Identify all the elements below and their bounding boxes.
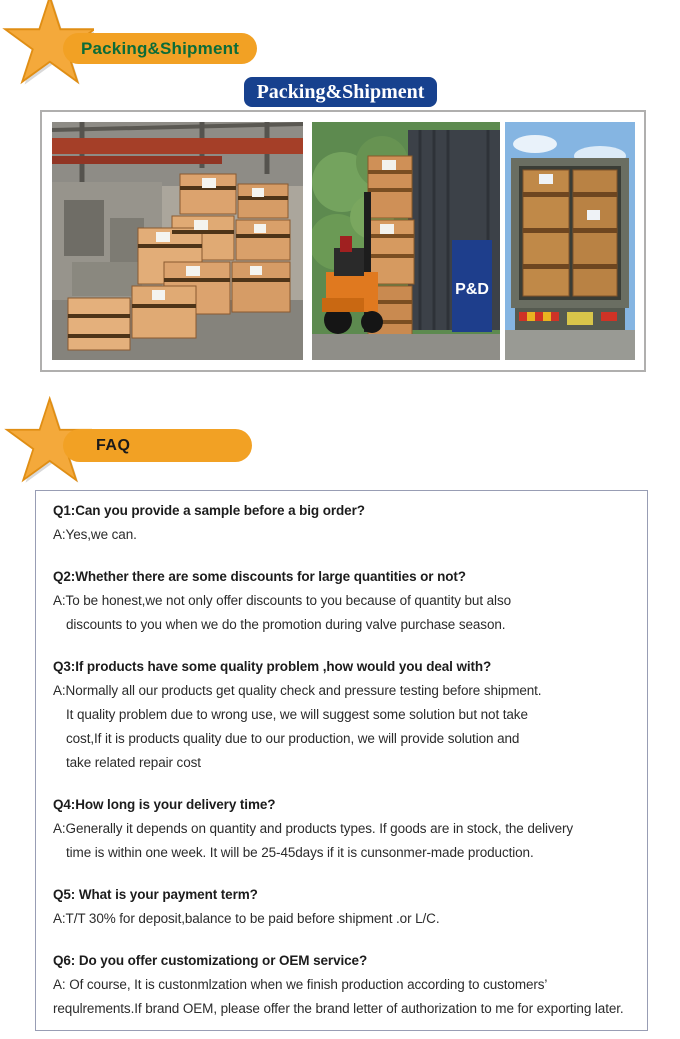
packing-shipment-title-label: Packing&Shipment (256, 80, 425, 103)
warehouse-crates-photo (52, 122, 303, 360)
faq-answer-line: It quality problem due to wrong use, we will suggest some solution but not take (66, 707, 528, 722)
packing-shipment-tag-label: Packing&Shipment (80, 38, 240, 58)
faq-question: Q3:If products have some quality problem ,how would you deal with? (53, 659, 492, 674)
faq-item (53, 949, 633, 1021)
faq-question: Q4:How long is your delivery time? (53, 797, 276, 812)
faq-answer-line: A:Generally it depends on quantity and products types. If goods are in stock, the delivery (53, 821, 574, 836)
faq-answers (53, 679, 633, 775)
faq-list (35, 490, 648, 1031)
faq-answers (53, 589, 633, 637)
faq-answers (53, 907, 633, 931)
packing-shipment-title (244, 77, 437, 107)
faq-item (53, 499, 633, 547)
faq-item (53, 655, 633, 775)
faq-question: Q6: Do you offer customizationg or OEM service? (53, 953, 368, 968)
faq-answer-line: A:To be honest,we not only offer discounts to you because of quantity but also (53, 593, 512, 608)
faq-answer-line: A: Of course, It is custonmlzation when we finish production according to customers’ (53, 977, 548, 992)
faq-tag (63, 429, 252, 462)
faq-question: Q2:Whether there are some discounts for large quantities or not? (53, 569, 466, 584)
faq-answers (53, 973, 633, 1021)
faq-tag-label: FAQ (96, 436, 131, 454)
packing-shipment-tag (63, 33, 257, 64)
packing-photos-box (40, 110, 646, 372)
faq-answer-line: time is within one week. It will be 25-45days if it is cunsonmer-made production. (66, 845, 534, 860)
faq-answer-line: A:T/T 30% for deposit,balance to be paid before shipment .or L/C. (53, 911, 440, 926)
faq-question: Q1:Can you provide a sample before a big order? (53, 503, 365, 518)
faq-answer-line: requlrements.If brand OEM, please offer the brand letter of authorization to me for exporting later. (53, 1001, 624, 1016)
truck-rear-photo (505, 122, 635, 360)
faq-item (53, 793, 633, 865)
faq-item (53, 565, 633, 637)
faq-answers (53, 817, 633, 865)
faq-answers (53, 523, 633, 547)
faq-answer-line: discounts to you when we do the promotion during valve purchase season. (66, 617, 506, 632)
faq-question: Q5: What is your payment term? (53, 887, 258, 902)
svg-text:P&D: P&D (455, 281, 489, 298)
forklift-loading-photo (312, 122, 500, 360)
faq-answer-line: A:Yes,we can. (53, 527, 137, 542)
faq-answer-line: take related repair cost (66, 755, 201, 770)
faq-answer-line: cost,If it is products quality due to our production, we will provide solution and (66, 731, 520, 746)
faq-item (53, 883, 633, 931)
faq-answer-line: A:Normally all our products get quality check and pressure testing before shipment. (53, 683, 542, 698)
